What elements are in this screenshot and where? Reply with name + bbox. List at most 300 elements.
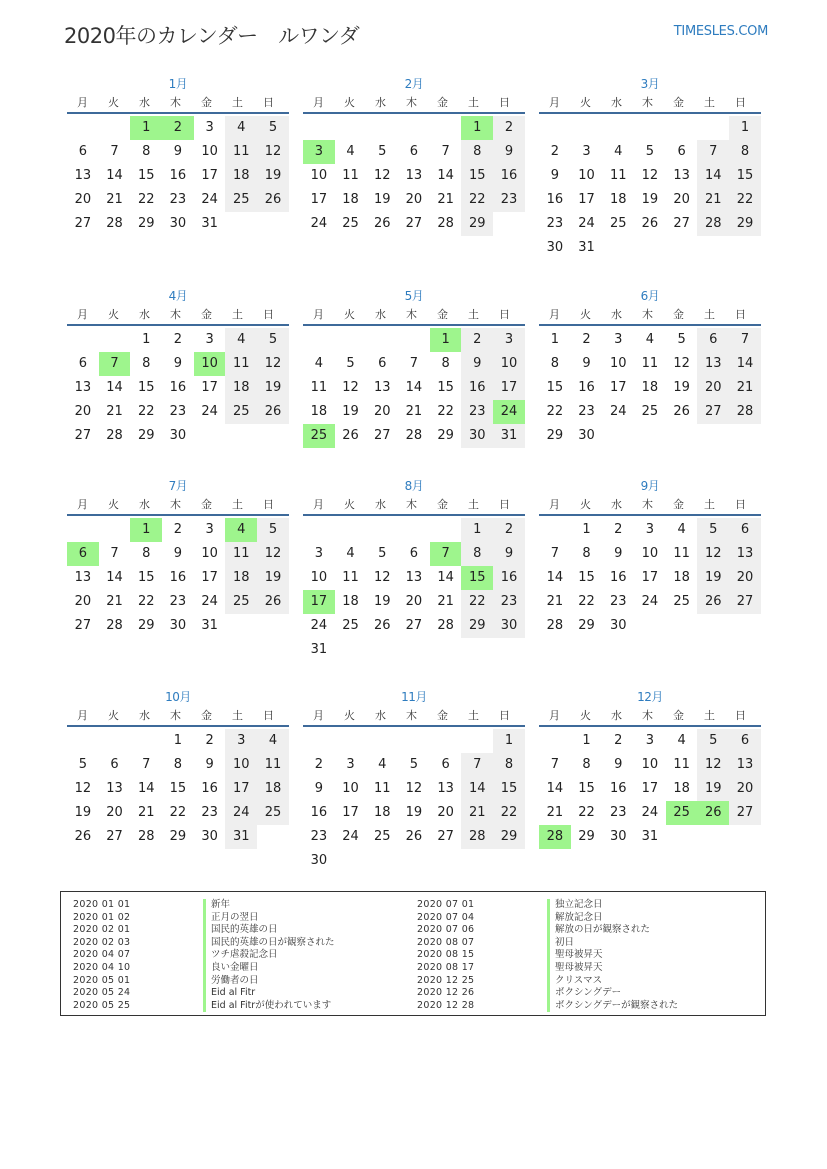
day-cell: 13: [373, 380, 391, 395]
empty-cell: [99, 328, 131, 352]
holiday-row: [417, 899, 678, 912]
day-cell: 7: [110, 144, 119, 159]
day-cell: 22: [437, 404, 454, 419]
day-cell: 13: [74, 168, 92, 183]
day-cell: 26: [257, 590, 289, 614]
weekday-header: [539, 496, 761, 516]
day-cell: 15: [578, 781, 595, 796]
empty-cell: [697, 116, 729, 140]
weekday-label: 日: [263, 709, 274, 722]
empty-cell: [366, 518, 398, 542]
day-cell: 5: [378, 546, 387, 561]
day-cell: 2: [205, 733, 214, 748]
weekday-label: 金: [437, 308, 448, 321]
holiday-name: クリスマス: [547, 975, 602, 988]
weekday-label: 日: [499, 96, 510, 109]
holiday-day-cell: 10: [194, 352, 226, 376]
holiday-day-cell: 7: [430, 542, 462, 566]
weekday-label: 日: [735, 308, 746, 321]
day-cell: 23: [609, 594, 627, 609]
day-cell: 8: [173, 757, 183, 772]
day-cell: 7: [441, 144, 450, 159]
day-cell: 12: [697, 542, 729, 566]
holiday-day-cell: 26: [697, 801, 729, 825]
day-cell: 6: [729, 729, 761, 753]
holiday-date: 2020 01 02: [73, 911, 131, 923]
day-cell: 19: [405, 805, 423, 820]
day-cell: 3: [205, 522, 214, 537]
day-cell: 3: [225, 729, 257, 753]
weekday-label: 火: [108, 709, 119, 722]
day-cell: 26: [257, 400, 289, 424]
day-cell: 13: [697, 352, 729, 376]
day-cell: 12: [641, 168, 659, 183]
day-cell: 2: [582, 332, 591, 347]
weekday-header: [67, 94, 289, 114]
day-cells: [303, 516, 525, 662]
month-name: 3月: [640, 77, 660, 91]
day-cell: 5: [78, 757, 87, 772]
day-cells: [303, 727, 525, 873]
day-cell: 30: [609, 618, 627, 633]
day-cell: 1: [582, 733, 591, 748]
day-cell: 18: [673, 570, 690, 585]
day-cell: 29: [437, 428, 454, 443]
month-name: 6月: [640, 289, 660, 303]
day-cell: 11: [373, 781, 391, 796]
day-cell: 11: [673, 757, 690, 772]
day-cell: 27: [405, 216, 423, 231]
holiday-name: Eid al Fitr: [203, 987, 255, 1000]
day-cell: 26: [74, 829, 92, 844]
weekday-header: [67, 306, 289, 326]
day-cells: [303, 326, 525, 448]
holiday-row: [417, 924, 678, 937]
day-cell: 20: [405, 192, 423, 207]
day-cell: 10: [641, 546, 659, 561]
weekday-label: 土: [468, 96, 479, 109]
holiday-name: ボクシングデーが観察された: [547, 1000, 678, 1013]
weekday-label: 月: [549, 308, 560, 321]
day-cell: 27: [74, 618, 92, 633]
day-cell: 7: [409, 356, 419, 371]
page-title: 2020年のカレンダー ルワンダ: [64, 24, 360, 48]
day-cell: 19: [74, 805, 92, 820]
day-cell: 29: [461, 212, 493, 236]
day-cell: 28: [106, 618, 123, 633]
day-cell: 4: [257, 729, 289, 753]
holiday-name: 正月の翌日: [203, 912, 259, 925]
day-cell: 25: [342, 216, 359, 231]
day-cell: 20: [74, 192, 92, 207]
weekday-label: 火: [108, 96, 119, 109]
day-cell: 16: [609, 570, 627, 585]
day-cell: 30: [201, 829, 218, 844]
day-cell: 18: [342, 594, 359, 609]
holiday-row: [73, 1000, 335, 1013]
day-cell: 27: [729, 590, 761, 614]
day-cell: 18: [225, 376, 257, 400]
day-cell: 31: [201, 618, 218, 633]
day-cell: 12: [257, 542, 289, 566]
day-cell: 9: [461, 352, 493, 376]
site-brand[interactable]: TIMESLES.COM: [673, 24, 768, 39]
day-cell: 3: [614, 332, 623, 347]
day-cells: [539, 114, 761, 260]
day-cell: 1: [729, 116, 761, 140]
empty-cell: [539, 729, 571, 753]
day-cell: 28: [137, 829, 155, 844]
weekday-label: 水: [139, 96, 150, 109]
empty-cell: [335, 116, 367, 140]
day-cell: 22: [729, 188, 761, 212]
day-cell: 1: [461, 518, 493, 542]
day-cell: 25: [609, 216, 627, 231]
day-cell: 30: [169, 618, 187, 633]
day-cell: 11: [225, 542, 257, 566]
day-cell: 5: [645, 144, 655, 159]
weekday-label: 木: [642, 709, 653, 722]
holiday-list: [60, 891, 766, 1016]
day-cell: 26: [405, 829, 423, 844]
day-cell: 8: [582, 546, 591, 561]
day-cell: 30: [493, 614, 525, 638]
day-cell: 3: [205, 120, 214, 135]
empty-cell: [366, 328, 398, 352]
day-cell: 24: [641, 805, 659, 820]
day-cell: 12: [373, 168, 391, 183]
holiday-day-cell: 6: [67, 542, 99, 566]
day-cell: 11: [342, 570, 359, 585]
holiday-name: 独立記念日: [547, 899, 603, 912]
empty-cell: [130, 729, 162, 753]
holiday-name: ツチ虐殺記念日: [203, 949, 278, 962]
day-cells: [303, 114, 525, 236]
month-name: 4月: [168, 289, 188, 303]
day-cell: 5: [257, 518, 289, 542]
holiday-row: [417, 912, 678, 925]
day-cell: 24: [201, 404, 218, 419]
day-cell: 22: [169, 805, 187, 820]
day-cell: 17: [493, 376, 525, 400]
day-cell: 28: [546, 618, 564, 633]
holiday-date: 2020 12 28: [417, 999, 475, 1011]
day-cell: 2: [493, 116, 525, 140]
day-cell: 9: [493, 140, 525, 164]
day-cell: 23: [169, 404, 187, 419]
weekday-label: 木: [406, 96, 417, 109]
day-cell: 24: [609, 404, 627, 419]
holiday-name: 良い金曜日: [203, 962, 259, 975]
day-cell: 12: [673, 356, 690, 371]
empty-cell: [366, 729, 398, 753]
month-1: [67, 74, 289, 236]
holiday-day-cell: 4: [225, 518, 257, 542]
holiday-date: 2020 04 07: [73, 949, 131, 961]
day-cell: 21: [437, 192, 454, 207]
holiday-row: [73, 962, 335, 975]
day-cell: 29: [137, 618, 155, 633]
empty-cell: [398, 328, 430, 352]
day-cell: 16: [169, 570, 187, 585]
month-name: 2月: [404, 77, 424, 91]
empty-cell: [303, 729, 335, 753]
day-cells: [67, 114, 289, 236]
day-cell: 15: [137, 380, 155, 395]
day-cell: 16: [201, 781, 218, 796]
holiday-row: [73, 987, 335, 1000]
day-cell: 9: [205, 757, 214, 772]
day-cell: 8: [461, 140, 493, 164]
day-cell: 30: [169, 216, 187, 231]
day-cell: 9: [173, 546, 183, 561]
day-cell: 22: [137, 192, 155, 207]
day-cell: 21: [106, 404, 123, 419]
holiday-date: 2020 08 15: [417, 949, 475, 961]
holiday-day-cell: 1: [130, 116, 162, 140]
day-cell: 7: [461, 753, 493, 777]
day-cell: 25: [257, 801, 289, 825]
day-cell: 14: [437, 570, 454, 585]
day-cell: 13: [405, 168, 423, 183]
weekday-label: 水: [375, 498, 386, 511]
weekday-label: 金: [201, 709, 212, 722]
day-cell: 10: [641, 757, 659, 772]
day-cell: 8: [461, 542, 493, 566]
day-cell: 5: [409, 757, 419, 772]
day-cell: 4: [225, 328, 257, 352]
day-cell: 28: [437, 216, 454, 231]
holiday-date: 2020 08 07: [417, 936, 475, 948]
day-cell: 22: [137, 404, 155, 419]
holiday-date: 2020 05 01: [73, 974, 131, 986]
holiday-date: 2020 12 25: [417, 974, 475, 986]
weekday-label: 月: [549, 498, 560, 511]
day-cell: 27: [405, 618, 423, 633]
holiday-name: 国民的英雄の日: [203, 924, 278, 937]
weekday-label: 土: [704, 96, 715, 109]
day-cell: 4: [378, 757, 387, 772]
day-cell: 23: [169, 594, 187, 609]
weekday-label: 日: [735, 709, 746, 722]
day-cell: 21: [461, 801, 493, 825]
day-cell: 17: [201, 168, 218, 183]
empty-cell: [335, 729, 367, 753]
day-cell: 16: [169, 168, 187, 183]
weekday-label: 月: [313, 96, 324, 109]
empty-cell: [99, 518, 131, 542]
day-cell: 5: [257, 328, 289, 352]
day-cell: 22: [578, 805, 595, 820]
day-cell: 23: [578, 404, 595, 419]
day-cell: 19: [257, 164, 289, 188]
empty-cell: [99, 116, 131, 140]
day-cell: 17: [609, 380, 627, 395]
month-7: [67, 476, 289, 638]
holiday-day-cell: 17: [303, 590, 335, 614]
month-4: [67, 286, 289, 448]
weekday-label: 月: [77, 308, 88, 321]
holiday-date: 2020 02 01: [73, 924, 131, 936]
weekday-header: [67, 496, 289, 516]
day-cell: 19: [673, 380, 690, 395]
holiday-name: 国民的英雄の日が観察された: [203, 937, 335, 950]
weekday-label: 水: [375, 308, 386, 321]
day-cell: 19: [257, 376, 289, 400]
day-cell: 15: [437, 380, 454, 395]
day-cell: 27: [74, 216, 92, 231]
empty-cell: [99, 729, 131, 753]
day-cell: 7: [550, 757, 559, 772]
day-cell: 26: [257, 188, 289, 212]
month-2: [303, 74, 525, 236]
day-cell: 15: [169, 781, 187, 796]
day-cell: 23: [493, 188, 525, 212]
day-cell: 29: [169, 829, 187, 844]
day-cell: 6: [697, 328, 729, 352]
day-cell: 20: [729, 566, 761, 590]
day-cell: 3: [582, 144, 591, 159]
day-cell: 14: [729, 352, 761, 376]
day-cell: 12: [257, 140, 289, 164]
day-cell: 21: [729, 376, 761, 400]
day-cell: 24: [201, 594, 218, 609]
weekday-label: 日: [263, 308, 274, 321]
day-cell: 11: [225, 352, 257, 376]
day-cell: 31: [310, 642, 328, 657]
day-cell: 4: [677, 733, 686, 748]
weekday-header: [303, 496, 525, 516]
day-cell: 18: [609, 192, 627, 207]
month-name: 9月: [640, 479, 660, 493]
day-cell: 28: [106, 428, 123, 443]
day-cell: 7: [142, 757, 151, 772]
day-cell: 22: [578, 594, 595, 609]
day-cell: 10: [201, 546, 218, 561]
day-cell: 28: [106, 216, 123, 231]
weekday-label: 月: [313, 498, 324, 511]
day-cell: 5: [697, 518, 729, 542]
day-cell: 19: [342, 404, 359, 419]
empty-cell: [303, 518, 335, 542]
day-cell: 4: [614, 144, 623, 159]
weekday-label: 水: [139, 709, 150, 722]
day-cell: 8: [493, 753, 525, 777]
day-cell: 21: [106, 594, 123, 609]
day-cell: 6: [378, 356, 387, 371]
empty-cell: [335, 518, 367, 542]
holiday-date: 2020 07 06: [417, 924, 475, 936]
weekday-label: 月: [549, 96, 560, 109]
day-cell: 29: [493, 825, 525, 849]
weekday-label: 土: [232, 498, 243, 511]
day-cells: [539, 516, 761, 638]
day-cell: 31: [201, 216, 218, 231]
holiday-name: 聖母被昇天: [547, 962, 603, 975]
day-cell: 30: [609, 829, 627, 844]
day-cell: 8: [142, 546, 151, 561]
weekday-label: 日: [499, 709, 510, 722]
weekday-label: 月: [313, 709, 324, 722]
day-cell: 7: [697, 140, 729, 164]
weekday-header: [539, 707, 761, 727]
day-cell: 18: [673, 781, 690, 796]
day-cell: 4: [346, 546, 355, 561]
weekday-label: 火: [580, 709, 591, 722]
day-cell: 9: [614, 546, 623, 561]
day-cell: 24: [310, 618, 328, 633]
day-cell: 29: [546, 428, 564, 443]
day-cell: 13: [74, 570, 92, 585]
weekday-label: 日: [499, 498, 510, 511]
month-name: 8月: [404, 479, 424, 493]
day-cell: 20: [673, 192, 690, 207]
day-cell: 23: [310, 829, 328, 844]
month-name: 10月: [165, 690, 191, 704]
day-cell: 8: [441, 356, 450, 371]
weekday-label: 火: [580, 308, 591, 321]
day-cell: 27: [673, 216, 690, 231]
day-cell: 3: [645, 733, 655, 748]
day-cell: 13: [106, 781, 123, 796]
day-cell: 18: [342, 192, 359, 207]
empty-cell: [539, 518, 571, 542]
holiday-day-cell: 24: [493, 400, 525, 424]
holiday-row: [417, 975, 678, 988]
weekday-header: [539, 306, 761, 326]
empty-cell: [430, 518, 462, 542]
month-name: 1月: [168, 77, 188, 91]
day-cell: 18: [257, 777, 289, 801]
day-cell: 10: [578, 168, 595, 183]
day-cell: 9: [173, 144, 183, 159]
holiday-day-cell: 2: [162, 116, 194, 140]
day-cell: 13: [729, 753, 761, 777]
weekday-label: 金: [201, 96, 212, 109]
day-cell: 2: [493, 518, 525, 542]
day-cell: 16: [493, 164, 525, 188]
day-cell: 24: [201, 192, 218, 207]
day-cell: 28: [405, 428, 423, 443]
day-cell: 12: [373, 570, 391, 585]
day-cell: 8: [142, 356, 151, 371]
month-6: [539, 286, 761, 448]
day-cell: 10: [493, 352, 525, 376]
day-cell: 17: [201, 570, 218, 585]
day-cell: 1: [142, 332, 151, 347]
weekday-label: 火: [344, 308, 355, 321]
day-cell: 17: [201, 380, 218, 395]
day-cell: 15: [493, 777, 525, 801]
day-cell: 11: [342, 168, 359, 183]
day-cell: 26: [342, 428, 359, 443]
holiday-row: [417, 962, 678, 975]
weekday-label: 火: [580, 96, 591, 109]
weekday-header: [539, 94, 761, 114]
day-cell: 2: [461, 328, 493, 352]
day-cell: 2: [314, 757, 323, 772]
day-cell: 29: [578, 829, 595, 844]
day-cell: 25: [641, 404, 659, 419]
day-cell: 1: [582, 522, 591, 537]
day-cell: 12: [257, 352, 289, 376]
day-cell: 19: [641, 192, 659, 207]
weekday-label: 水: [139, 308, 150, 321]
weekday-label: 水: [375, 709, 386, 722]
holiday-row: [417, 937, 678, 950]
holiday-day-cell: 1: [461, 116, 493, 140]
weekday-label: 火: [580, 498, 591, 511]
